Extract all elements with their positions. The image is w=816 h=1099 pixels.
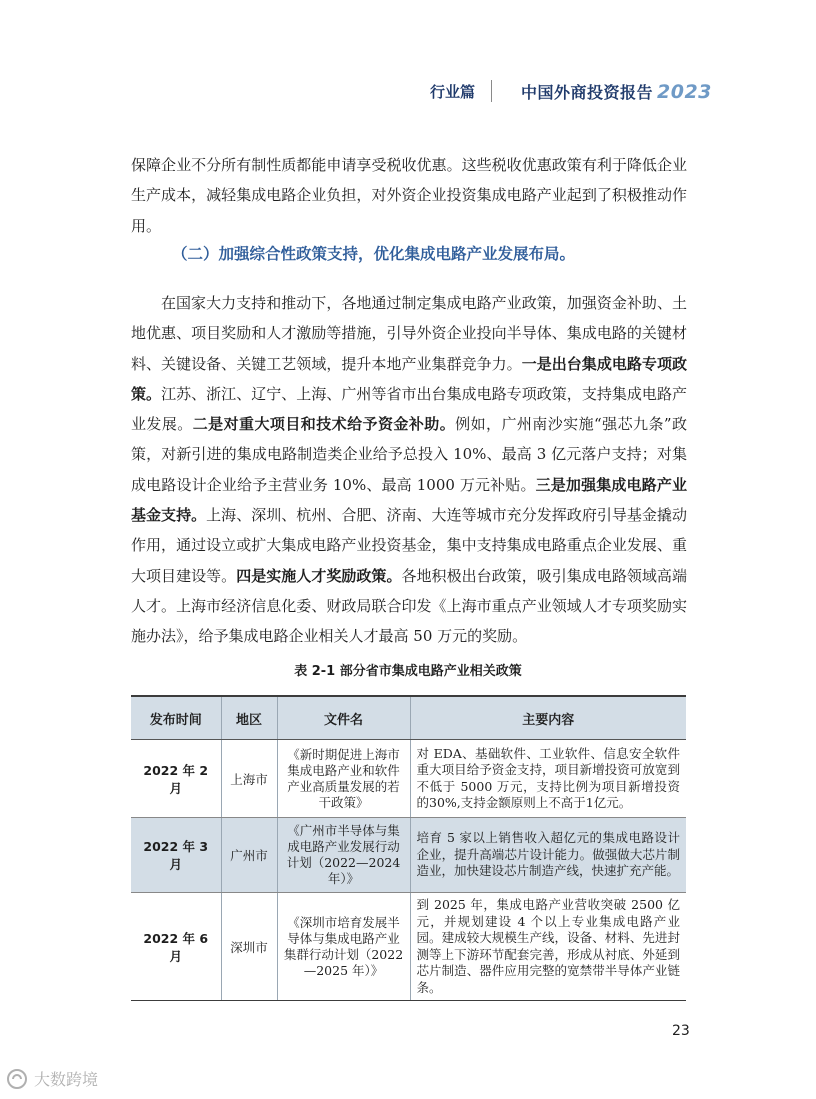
report-year: 2023: [657, 81, 712, 103]
page-header: [0, 78, 816, 104]
column-header-document: 文件名: [277, 696, 410, 740]
cell-date: 2022 年 6 月: [131, 893, 221, 1001]
cell-content: 对 EDA、基础软件、工业软件、信息安全软件重大项目给予资金支持，项目新增投资可放宽到不低于 5000 万元，支持比例为项目新增投资的30%,支持金额原则上不高于1亿元。: [410, 740, 686, 818]
paragraph-text-run: 上海、深圳、杭州、合肥、济南、大连等城市充分发挥政府引导基金撬动作用，通过设立或扩大集成电路产业投资基金，集中支持集成电路重点企业发展、重大项目建设等。: [131, 506, 687, 585]
section-heading: （二）加强综合性政策支持，优化集成电路产业发展布局。: [172, 245, 576, 263]
paragraph-key-point: 一是出台集成电路专项政策。: [131, 354, 687, 403]
watermark-text: 大数跨境: [34, 1070, 99, 1089]
paragraph-key-point: 二是对重大项目和技术给予资金补助。: [192, 415, 456, 434]
cell-document: 《深圳市培育发展半导体与集成电路产业集群行动计划（2022—2025 年）》: [277, 893, 410, 1001]
watermark: [6, 1067, 98, 1090]
table-row: [131, 818, 686, 893]
paragraph-key-point: 四是实施人才奖励政策。: [236, 566, 402, 585]
table-row: [131, 740, 686, 818]
paragraph-text-run: 在国家大力支持和推动下，各地通过制定集成电路产业政策，加强资金补助、土地优惠、项目奖励和人才激励等措施，引导外资企业投向半导体、集成电路的关键材料、关键设备、关键工艺领域，提升本地产业集群竞争力。: [131, 294, 687, 373]
cell-document: 《广州市半导体与集成电路产业发展行动计划（2022—2024 年）》: [277, 818, 410, 893]
column-header-content: 主要内容: [410, 696, 686, 740]
cell-content: 培育 5 家以上销售收入超亿元的集成电路设计企业，提升高端芯片设计能力。做强做大芯片制造业，加快建设芯片制造产线，快速扩充产能。: [410, 818, 686, 893]
paragraph-text-run: 江苏、浙江、辽宁、上海、广州等省市出台集成电路专项政策，支持集成电路产业发展。: [131, 384, 687, 434]
header-section-label: 行业篇: [430, 83, 476, 101]
paragraph-text-run: 例如，广州南沙实施“强芯九条”政策，对新引进的集成电路制造类企业给予总投入 10%、最高 3 亿元落户支持；对集成电路设计企业给予主营业务 10%、最高 1000 万元补贴。: [131, 415, 687, 494]
paragraph-text-run: 各地积极出台政策，吸引集成电路领域高端人才。上海市经济信息化委、财政局联合印发《上海市重点产业领域人才专项奖励实施办法》，给予集成电路企业相关人才最高 50 万元的奖励。: [131, 566, 687, 646]
cell-region: 上海市: [221, 740, 277, 818]
paragraph-tax-benefits: 保障企业不分所有制性质都能申请享受税收优惠。这些税收优惠政策有利于降低企业生产成本，减轻集成电路企业负担，对外资企业投资集成电路产业起到了积极推动作用。: [131, 156, 687, 235]
paragraph-key-point: 三是加强集成电路产业基金支持。: [131, 475, 687, 525]
cell-document: 《新时期促进上海市集成电路产业和软件产业高质量发展的若干政策》: [277, 740, 410, 818]
header-divider: [491, 80, 492, 102]
paragraph-policy-support: [131, 288, 687, 652]
cell-region: 深圳市: [221, 893, 277, 1001]
cell-date: 2022 年 2 月: [131, 740, 221, 818]
column-header-date: 发布时间: [131, 696, 221, 740]
watermark-logo-icon: [6, 1068, 28, 1090]
page-number: 23: [672, 1023, 690, 1039]
cell-content: 到 2025 年，集成电路产业营收突破 2500 亿元，并规划建设 4 个以上专业集成电路产业园。建成较大规模生产线，设备、材料、先进封测等上下游环节配套完善，形成从衬底、外延到芯片制造、器件应用完整的宽禁带半导体产业链条。: [410, 893, 686, 1001]
cell-date: 2022 年 3 月: [131, 818, 221, 893]
header-report-title: [521, 80, 712, 103]
table-caption: 表 2-1 部分省市集成电路产业相关政策: [294, 664, 522, 679]
column-header-region: 地区: [221, 696, 277, 740]
report-title-text: 中国外商投资报告: [521, 83, 654, 102]
table-header-row: [131, 696, 686, 740]
cell-region: 广州市: [221, 818, 277, 893]
policy-table: [131, 695, 686, 1001]
table-row: [131, 893, 686, 1001]
